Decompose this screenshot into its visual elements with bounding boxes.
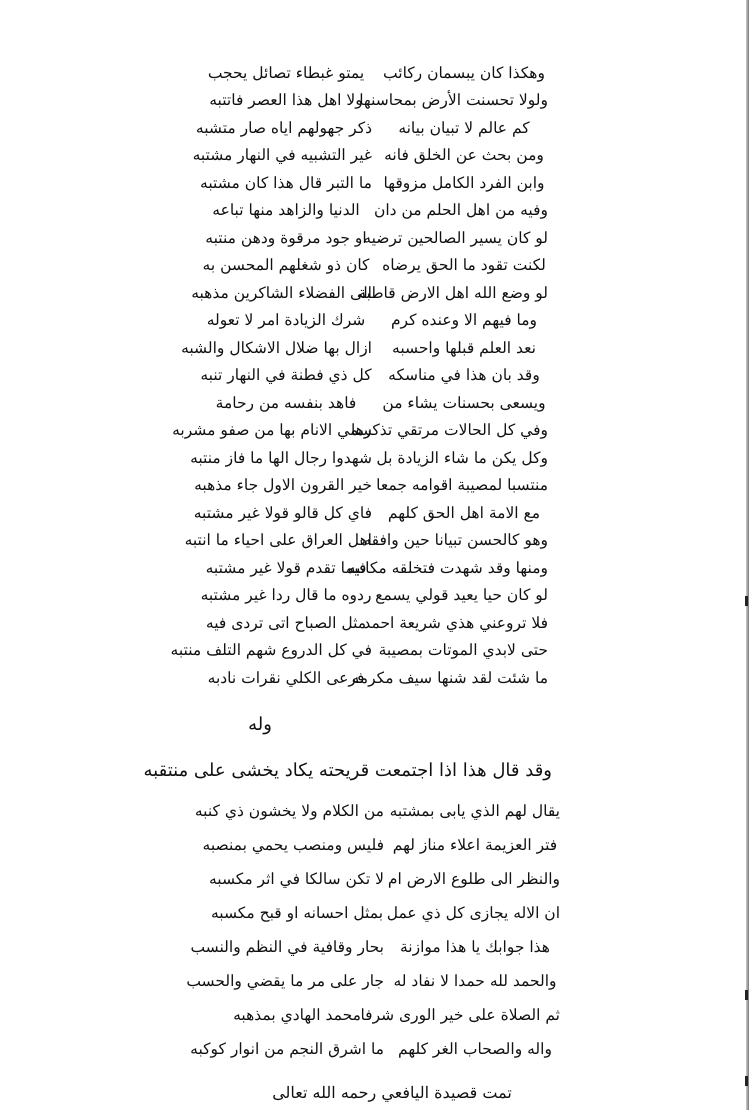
verse-row (200, 610, 550, 637)
edge-mark (745, 990, 748, 1000)
verse-first-half: وقد بان هذا في مناسكه (388, 366, 540, 384)
verse-second-half: فيما تقدم قولا غير مشتبه (205, 559, 367, 577)
verse-first-half: وكل يكن ما شاء الزيادة بل (376, 449, 548, 467)
verse-row (200, 555, 550, 582)
verse-row (184, 527, 550, 554)
verse-row (194, 472, 550, 499)
verse-second-half: ولا اهل هذا العصر فاتتبه (209, 91, 363, 109)
verse-second-half: ردوه ما قال ردا غير مشتبه (200, 586, 372, 604)
verse-second-half: فليس ومنصب يحمي بمنصبه (202, 836, 384, 854)
edge-mark (745, 596, 748, 606)
verse-first-half: والنظر الى طلوع الارض ام (387, 870, 560, 888)
verse-first-half: ومن بحث عن الخلق فانه (384, 146, 544, 164)
verse-second-half: بحار وقافية في النظم والنسب (190, 938, 384, 956)
verse-first-half: منتسبا لمصيبة اقوامه جمعا (376, 476, 548, 494)
verse-second-half: ازال بها ضلال الاشكال والشبه (181, 339, 372, 357)
verse-row (200, 362, 550, 389)
verse-row (181, 335, 550, 362)
verse-second-half: خير القرون الاول جاء مذهبه (194, 476, 372, 494)
verse-row (200, 390, 550, 417)
verse-second-half: ذكر جهولهم اياه صار متشبه (195, 119, 372, 137)
verse-row (193, 500, 550, 527)
edge-mark (745, 1076, 748, 1086)
verse-second-half: ما اشرق النجم من انوار كوكبه (190, 1040, 384, 1058)
verse-row (202, 830, 562, 860)
first-poem (170, 60, 550, 708)
verse-row (200, 60, 550, 87)
verse-first-half: لو كان حيا يعيد قولي يسمع (375, 586, 548, 604)
verse-second-half: شهدوا رجال الها ما فاز منتبه (190, 449, 372, 467)
verse-second-half: كان ذو شغلهم المحسن به (202, 256, 370, 274)
verse-first-half: ومنها وقد شهدت فتخلقه مكاتبه (347, 559, 548, 577)
verse-first-half: هذا جوابك يا هذا موازنة (400, 938, 550, 956)
verse-second-half: الى الفضلاء الشاكرين مذهبه (191, 284, 372, 302)
verse-first-half: لو كان يسير الصالحين ترضيه (363, 229, 548, 247)
verse-second-half: من الكلام ولا يخشون ذي كنبه (194, 802, 384, 820)
verse-first-half: ولولا تحسنت الأرض بمحاسنها (359, 91, 548, 109)
verse-first-half: كم عالم لا تبيان بيانه (398, 119, 530, 137)
verse-first-half: واله والصحاب الغر كلهم (398, 1040, 552, 1058)
verse-row (200, 225, 550, 252)
verse-row (170, 637, 550, 664)
verse-first-half: ما شئت لقد شنها سيف مكرمه (351, 669, 548, 687)
verse-row (200, 252, 550, 279)
verse-first-half: وما فيهم الا وعنده كرم (390, 311, 538, 329)
verse-first-half: مع الامة اهل الحق كلهم (387, 504, 541, 522)
verse-row (200, 307, 550, 334)
verse-row (200, 87, 550, 114)
second-poem-intro: وقد قال هذا اذا اجتمعت قريحته يكاد يخشى على منتقبه (143, 760, 552, 781)
verse-second-half: اهل العراق على احياء ما انتبه (184, 531, 372, 549)
verse-row (210, 864, 562, 894)
verse-second-half: بمثل احسانه او قبح مكسبه (210, 904, 384, 922)
verse-row (190, 1034, 562, 1064)
verse-first-half: وابن الفرد الكامل مزوقها (383, 174, 545, 192)
verse-first-half: وفي كل الحالات مرتقي تذكرها (350, 421, 548, 439)
verse-second-half: مثل الصباح اتى تردى فيه (205, 614, 367, 632)
verse-second-half: يمتو غبطاء تصائل يحجب (207, 64, 365, 82)
verse-first-half: لو وضع الله اهل الارض قاطبة (358, 284, 548, 302)
verse-row (191, 280, 550, 307)
verse-second-half: محمد الهادي بمذهبه (233, 1006, 361, 1024)
verse-row (200, 197, 550, 224)
verse-row (192, 142, 550, 169)
verse-first-half: ثم الصلاة على خير الورى شرفا (360, 1006, 560, 1024)
verse-first-half: ان الاله يجازى كل ذي عمل (386, 904, 560, 922)
verse-row (190, 932, 562, 962)
verse-row (194, 796, 562, 826)
verse-second-half: ما التبر قال هذا كان مشتبه (200, 174, 372, 192)
verse-first-half: فتر العزيمة اعلاء مناز لهم (392, 836, 558, 854)
verse-first-half: يقال لهم الذي يابى بمشتبه (389, 802, 560, 820)
verse-second-half: جار على مر ما يقضي والحسب (186, 972, 384, 990)
verse-first-half: لكنت تقود ما الحق يرضاه (382, 256, 546, 274)
verse-row (210, 898, 562, 928)
second-poem-label: وله (248, 714, 272, 735)
verse-second-half: فاهد بنفسه من رحامة (215, 394, 357, 412)
verse-second-half: الدنيا والزاهد منها تباعه (212, 201, 360, 219)
verse-second-half: كل ذي فطنة في النهار تنبه (200, 366, 372, 384)
verse-first-half: ويسعى بحسنات يشاء من (382, 394, 546, 412)
verse-row (200, 170, 550, 197)
verse-second-half: شرك الزيادة امر لا تعوله (206, 311, 366, 329)
verse-second-half: لا تكن سالكا في اثر مكسبه (208, 870, 384, 888)
verse-row (190, 445, 550, 472)
verse-first-half: نعد العلم قبلها واحسبه (392, 339, 536, 357)
verse-row (172, 417, 550, 444)
colophon: تمت قصيدة اليافعي رحمه الله تعالى (272, 1083, 512, 1102)
verse-first-half: والحمد لله حمدا لا نفاد له (393, 972, 557, 990)
verse-row (186, 966, 562, 996)
verse-second-half: او جود مرقوة ودهن منتبه (205, 229, 367, 247)
verse-first-half: حتى لابدي الموتات بمصيبة (378, 641, 548, 659)
verse-row (195, 115, 550, 142)
verse-second-half: في كل الدروع شهم التلف منتبه (170, 641, 372, 659)
verse-first-half: وفيه من اهل الحلم من دان (373, 201, 548, 219)
verse-row (200, 665, 550, 692)
verse-row (210, 1000, 562, 1030)
verse-first-half: وهو كالحسن تبيانا حين وافقه (363, 531, 548, 549)
verse-second-half: فرعى الكلي نقرات نادبه (207, 669, 365, 687)
second-poem (186, 796, 562, 1076)
verse-second-half: غير التشبيه في النهار مشتبه (192, 146, 372, 164)
verse-first-half: فلا تروعني هذي شريعة احمد (363, 614, 548, 632)
verse-second-half: فاي كل قالو قولا غير مشتبه (193, 504, 372, 522)
verse-second-half: سمي الانام بها من صفو مشربه (172, 421, 372, 439)
verse-first-half: وهكذا كان يبسمان ركائب (383, 64, 545, 82)
verse-row (200, 582, 550, 609)
